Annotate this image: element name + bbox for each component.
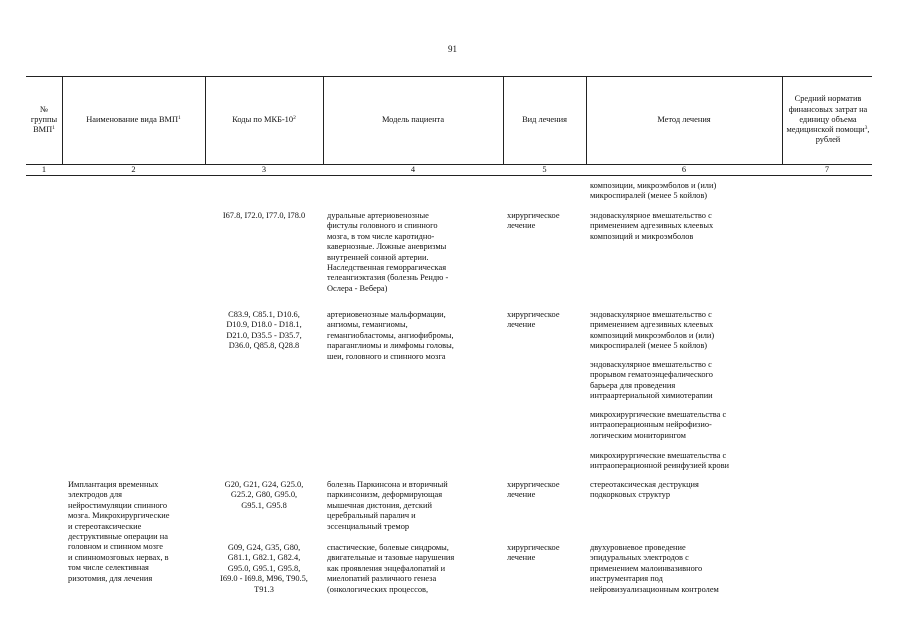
treatment-cell-parkinson: хирургическое лечение — [507, 480, 560, 500]
page-number: 91 — [448, 44, 457, 54]
col-divider-6 — [782, 76, 783, 164]
col-divider-2 — [205, 76, 206, 164]
method-cell-parkinson: стереотаксическая деструкция подкорковых структур — [590, 480, 699, 500]
treatment-cell-dural-fistulas: хирургическое лечение — [507, 211, 560, 231]
method-cell-spastic: двухуровневое проведение эпидуральных электродов с применением малоинвазивного инструментария под нейровизуализационным контролем — [590, 543, 719, 594]
name-cell-neurostimulation: Имплантация временных электродов для нейростимуляции спинного мозга. Микрохирургические и стереотаксические деструктивные операции на головном и спинном мозге и спинномозговых нервах, в том числе селективная ризотомия, для лечения — [68, 480, 170, 583]
column-number-6: 6 — [681, 165, 687, 174]
header-icd-codes: Коды по МКБ-$10^2$ — [232, 114, 296, 124]
column-number-4: 4 — [410, 165, 416, 174]
model-cell-av-malformations: артериовенозные мальформации, ангиомы, гемангиомы, гемангиобластомы, ангиофибромы, параганглиомы и лимфомы головы, шеи, головного и спинного мозга — [327, 310, 454, 361]
codes-cell-av-malformations: C83.9, C85.1, D10.6, D10.9, D18.0 - D18.1, D21.0, D35.5 - D35.7, D36.0, Q85.8, Q28.8 — [226, 310, 302, 351]
method-cell-dural-fistulas: эндоваскулярное вмешательство с применением адгезивных клеевых композиций и микроэмболов — [590, 211, 714, 241]
header-vmp-name: Наименование вида ВМП$^1$ — [86, 114, 181, 124]
method-cell-av-malformations-b: эндоваскулярное вмешательство с прорывом гематоэнцефалического барьера для проведения интраартериальной химиотерапии — [590, 360, 713, 401]
column-number-7: 7 — [824, 165, 830, 174]
col-divider-5 — [586, 76, 587, 164]
col-divider-4 — [503, 76, 504, 164]
method-cell-av-malformations-d: микрохирургические вмешательства с интраоперационной реинфузией крови — [590, 451, 730, 471]
header-treatment-type: Вид лечения — [522, 114, 567, 124]
column-number-1: 1 — [41, 165, 47, 174]
header-group-number: № группы ВМП$^1$ — [30, 104, 58, 135]
model-cell-spastic: спастические, болевые синдромы, двигательные и тазовые нарушения как проявления энцефалопатий и миелопатий различного генеза (онкологических процессов, — [327, 543, 455, 594]
header-patient-model: Модель пациента — [381, 114, 445, 124]
model-cell-dural-fistulas: дуральные артериовенозные фистулы головного и спинного мозга, в том числе каротидно- кавернозные. Ложные аневризмы внутренней сонной артерии. Наследственная геморрагическая телеангиэктазия (болезнь Рендю - Ослера - Вебера) — [327, 211, 449, 293]
column-number-2: 2 — [131, 165, 136, 174]
method-cell-continuation: композиции, микроэмболов и (или) микроспиралей (менее 5 койлов) — [590, 181, 717, 201]
treatment-cell-spastic: хирургическое лечение — [507, 543, 560, 563]
table-top-rule — [26, 76, 872, 77]
column-number-5: 5 — [542, 165, 547, 174]
method-cell-av-malformations-a: эндоваскулярное вмешательство с применением адгезивных клеевых композиций микроэмболов и (или) микроспиралей (менее 5 койлов) — [590, 310, 715, 351]
header-treatment-method: Метод лечения — [657, 114, 711, 124]
header-cost-norm: Средний норматив финансовых затрат на единицу объема медицинской помощи$^3$, рублей — [786, 94, 870, 145]
column-number-3: 3 — [261, 165, 267, 174]
model-cell-parkinson: болезнь Паркинсона и вторичный паркинсонизм, деформирующая мышечная дистония, детский церебральный паралич и эссенциальный тремор — [327, 480, 448, 531]
codes-cell-parkinson: G20, G21, G24, G25.0, G25.2, G80, G95.0, G95.1, G95.8 — [224, 480, 304, 510]
treatment-cell-av-malformations: хирургическое лечение — [507, 310, 560, 330]
codes-cell-spastic: G09, G24, G35, G80, G81.1, G82.1, G82.4, G95.0, G95.1, G95.8, I69.0 - I69.8, M96, T90.5, T91.3 — [220, 543, 308, 594]
numbers-bottom-rule — [26, 175, 872, 176]
col-divider-3 — [323, 76, 324, 164]
codes-cell-dural-fistulas: I67.8, I72.0, I77.0, I78.0 — [222, 211, 306, 220]
method-cell-av-malformations-c: микрохирургические вмешательства с интраоперационным нейрофизио- логическим мониторингом — [590, 410, 727, 440]
col-divider-1 — [62, 76, 63, 164]
